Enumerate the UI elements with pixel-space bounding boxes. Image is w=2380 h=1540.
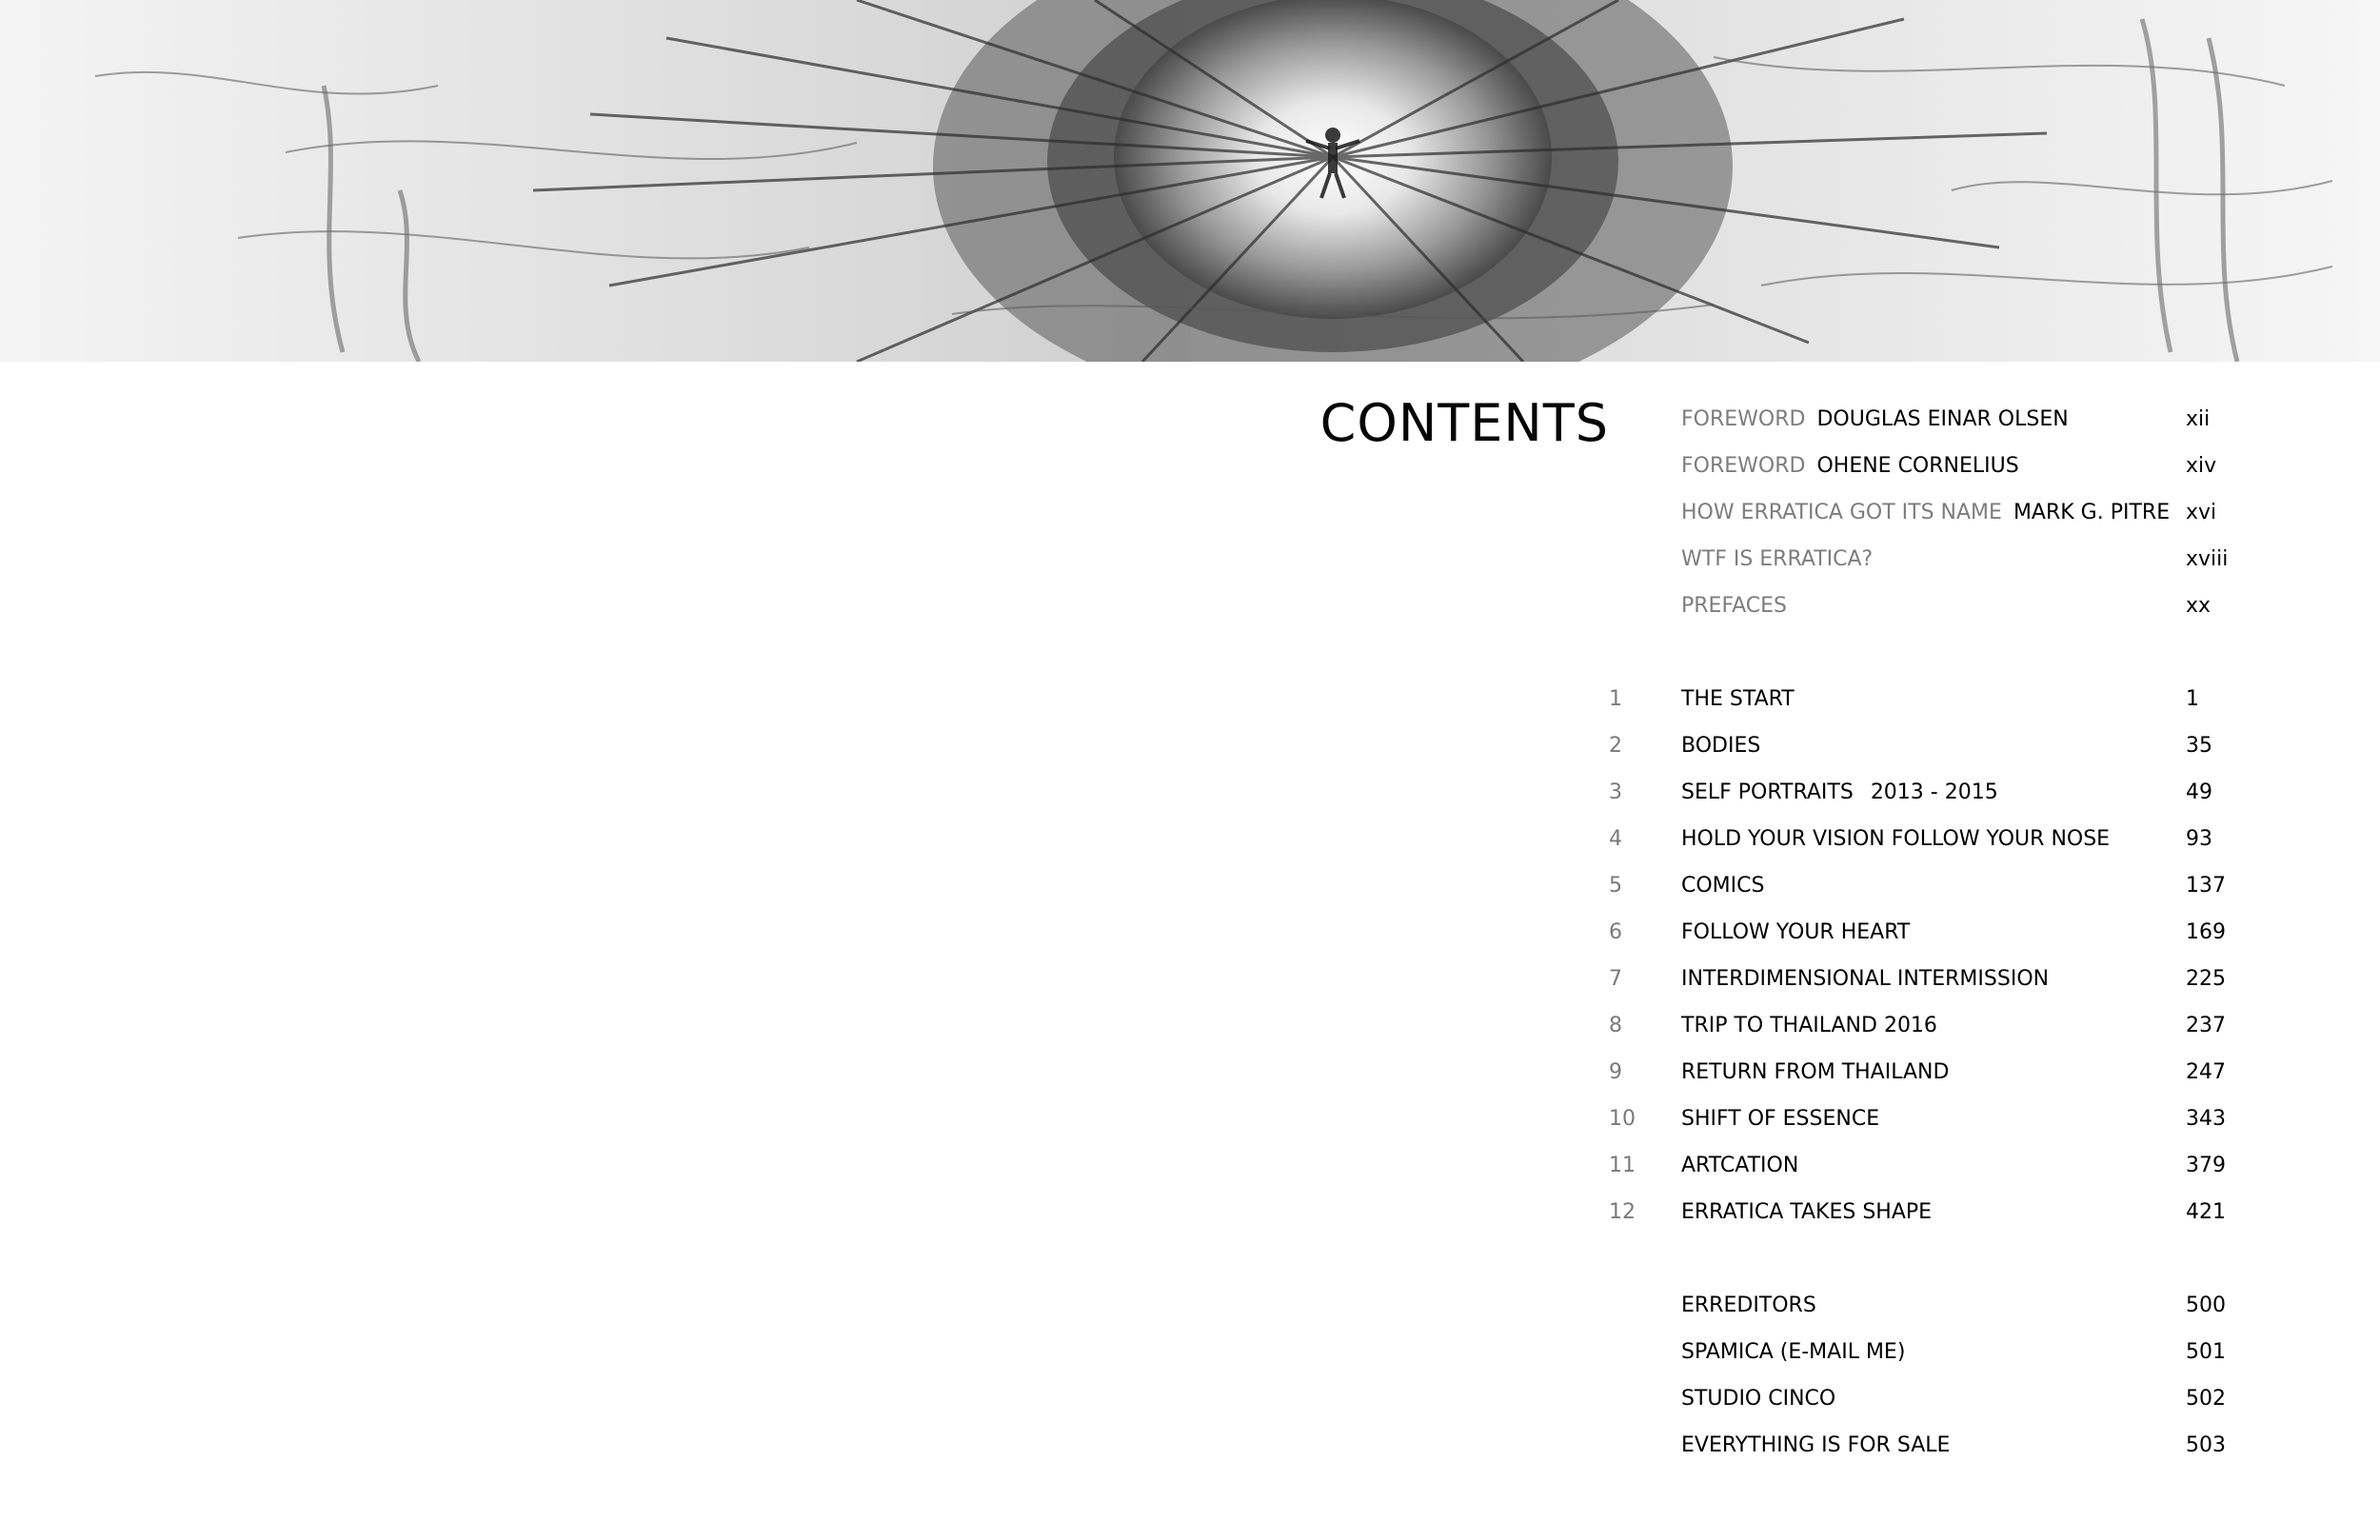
toc-entry-label: SPAMICA (E-MAIL ME) xyxy=(1681,1340,1906,1364)
toc-entry-label: WTF IS ERRATICA? xyxy=(1681,547,1874,571)
chapter-number: 12 xyxy=(1609,1200,1636,1224)
toc-entry-how-erratica-got-its-name[interactable] xyxy=(1609,497,2237,543)
toc-page-number: 137 xyxy=(2186,874,2226,898)
toc-entry-label: EVERYTHING IS FOR SALE xyxy=(1681,1433,1951,1457)
toc-chapter-1[interactable] xyxy=(1609,683,2237,730)
toc-chapter-3[interactable] xyxy=(1609,777,2237,823)
section-gap xyxy=(1609,1243,2237,1290)
chapter-title: SELF PORTRAITS 2013 - 2015 xyxy=(1681,780,1998,804)
toc-chapter-9[interactable] xyxy=(1609,1056,2237,1103)
toc-entry-erreditors[interactable] xyxy=(1609,1290,2237,1336)
section-gap xyxy=(1609,637,2237,683)
toc-entry-label: FOREWORD DOUGLAS EINAR OLSEN xyxy=(1681,407,2069,431)
toc-entry-label: PREFACES xyxy=(1681,594,1787,618)
toc-chapter-12[interactable] xyxy=(1609,1196,2237,1243)
toc-chapter-5[interactable] xyxy=(1609,870,2237,917)
header-artwork xyxy=(0,0,2380,362)
chapter-number: 10 xyxy=(1609,1107,1636,1131)
toc-page-number: 49 xyxy=(2186,780,2212,804)
toc-entry-label: ERREDITORS xyxy=(1681,1293,1816,1317)
toc-chapter-8[interactable] xyxy=(1609,1010,2237,1056)
toc-entry-prefaces[interactable] xyxy=(1609,590,2237,637)
toc-page-number: 501 xyxy=(2186,1340,2226,1364)
toc-entry-everything-is-for-sale[interactable] xyxy=(1609,1430,2237,1476)
chapter-number: 7 xyxy=(1609,967,1622,991)
chapter-title: THE START xyxy=(1681,687,1795,711)
toc-entry-foreword-olsen[interactable] xyxy=(1609,404,2237,450)
chapter-number: 11 xyxy=(1609,1154,1636,1177)
toc-entry-label: STUDIO CINCO xyxy=(1681,1387,1836,1411)
toc-entry-studio-cinco[interactable] xyxy=(1609,1383,2237,1430)
chapter-number: 1 xyxy=(1609,687,1622,711)
chapter-number: 2 xyxy=(1609,734,1622,758)
toc-page-number: xii xyxy=(2186,407,2211,431)
toc-chapter-11[interactable] xyxy=(1609,1150,2237,1196)
toc-page-number: 1 xyxy=(2186,687,2199,711)
toc-chapter-7[interactable] xyxy=(1609,963,2237,1010)
chapter-number: 6 xyxy=(1609,920,1622,944)
toc-page-number: 237 xyxy=(2186,1014,2226,1037)
chapter-title: COMICS xyxy=(1681,874,1765,898)
toc-chapter-6[interactable] xyxy=(1609,917,2237,963)
chapter-number: 4 xyxy=(1609,827,1622,851)
chapter-title: ARTCATION xyxy=(1681,1154,1799,1177)
toc-entry-label: HOW ERRATICA GOT ITS NAME MARK G. PITRE xyxy=(1681,501,2171,524)
toc-page-number: 421 xyxy=(2186,1200,2226,1224)
chapter-title: FOLLOW YOUR HEART xyxy=(1681,920,1911,944)
toc-page-number: 503 xyxy=(2186,1433,2226,1457)
toc-page-number: 502 xyxy=(2186,1387,2226,1411)
chapter-number: 3 xyxy=(1609,780,1622,804)
chapter-title: TRIP TO THAILAND 2016 xyxy=(1681,1014,1937,1037)
toc-page-number: 247 xyxy=(2186,1060,2226,1084)
toc-page-number: 379 xyxy=(2186,1154,2226,1177)
toc-page-number: 169 xyxy=(2186,920,2226,944)
toc-page-number: xviii xyxy=(2186,547,2229,571)
chapter-number: 8 xyxy=(1609,1014,1622,1037)
toc-chapter-4[interactable] xyxy=(1609,823,2237,870)
toc-page-number: 35 xyxy=(2186,734,2212,758)
sketch-illustration xyxy=(0,0,2380,362)
toc-page-number: xvi xyxy=(2186,501,2217,524)
chapter-number: 5 xyxy=(1609,874,1622,898)
toc-chapter-2[interactable] xyxy=(1609,730,2237,777)
chapter-title: INTERDIMENSIONAL INTERMISSION xyxy=(1681,967,2050,991)
page-title: CONTENTS xyxy=(1319,393,1609,453)
toc-page-number: 500 xyxy=(2186,1293,2226,1317)
toc-page-number: xx xyxy=(2186,594,2211,618)
table-of-contents xyxy=(1609,404,2237,1476)
toc-page-number: 343 xyxy=(2186,1107,2226,1131)
chapter-title: BODIES xyxy=(1681,734,1761,758)
chapter-title: ERRATICA TAKES SHAPE xyxy=(1681,1200,1933,1224)
chapter-title: RETURN FROM THAILAND xyxy=(1681,1060,1950,1084)
toc-entry-label: FOREWORD OHENE CORNELIUS xyxy=(1681,454,2019,478)
toc-entry-spamica[interactable] xyxy=(1609,1336,2237,1383)
chapter-title: SHIFT OF ESSENCE xyxy=(1681,1107,1880,1131)
chapter-subtitle: 2013 - 2015 xyxy=(1870,780,1998,804)
toc-entry-wtf-is-erratica[interactable] xyxy=(1609,543,2237,590)
toc-page-number: xiv xyxy=(2186,454,2217,478)
toc-page-number: 93 xyxy=(2186,827,2212,851)
toc-page-number: 225 xyxy=(2186,967,2226,991)
chapter-title: HOLD YOUR VISION FOLLOW YOUR NOSE xyxy=(1681,827,2111,851)
toc-chapter-10[interactable] xyxy=(1609,1103,2237,1150)
toc-entry-foreword-cornelius[interactable] xyxy=(1609,450,2237,497)
chapter-number: 9 xyxy=(1609,1060,1622,1084)
